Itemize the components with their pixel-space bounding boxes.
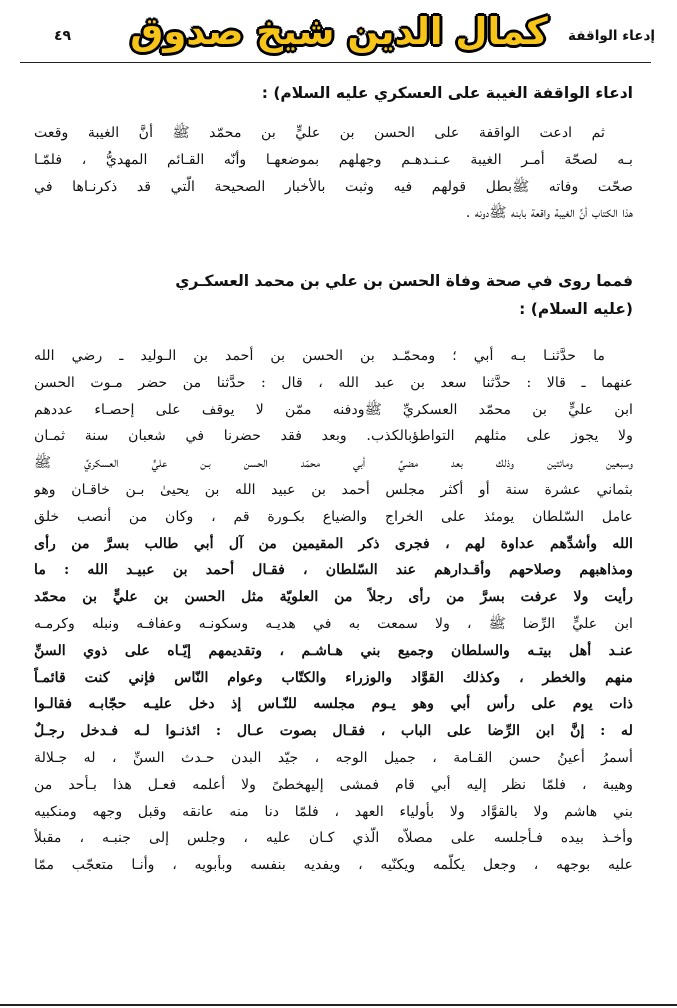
text-line: وأخـذ بيده فـأجلسه على مصلاّه الّذي كـان عليه ، وجلس إلى جنبـه ، مقبلاً (34, 830, 633, 847)
text-line: بني هاشم ولا بالقوَّاد ولا بأولياء العهد ، فلمّا دنا منه عانقه وقبل وجهه ومنكبيه (34, 803, 633, 820)
text-line: صحّت وفاته ﷺبطل قولهم فيه وثبت بالأخبار الصحيحة الّتي قد ذكرنـاها في (34, 178, 633, 195)
text-line: ذات يوم على رأس أبي وهو يـوم مجلسه للنّـاس إذ دخل عليـه حجّابـه فقالـوا (34, 696, 633, 713)
header-rule (20, 62, 651, 63)
text-line: عليه بوجهه ، وجعل يكلّمه ويكنّيه ، ويفديه بنفسه وبأبويه ، وأنـا متعجّب ممّا (34, 857, 633, 874)
text-line: ما حدَّثنـا بـه أبي ؛ ومحمّـد بن الحسن بن أحمد بن الـوليد ـ رضي الله (34, 348, 605, 364)
text-line: رأيت ولا عرفت بسرَّ من رأى رجلاً من العلويّة مثل الحسن بن عليٍّ بن محمّد (34, 589, 633, 606)
text-line: منهم والخطر ، وكذلك القوَّاد والوزراء والكتّاب وعوام النّاس فإني كنت قائمـاً (34, 669, 633, 686)
text-line: ابن عليٍّ الرِّضا ﷺ ، ولا سمعت به في هديـه وسكونـه وعفافـه ونبله وكرمـه (34, 615, 633, 632)
heading-line: (عليه السلام) : (519, 300, 633, 318)
text-line: بثماني عشرة سنة أو أكثر مجلس أحمد بن عبيد الله بن يحيىٰ بـن خاقـان وهو (34, 481, 633, 498)
watermark-title: كمال الدين شيخ صدوق (130, 10, 548, 53)
paragraph-2 (34, 343, 633, 879)
text-line: عنـد أهل بيتـه والسلطان وجميع بني هـاشـم ، وتقديمهم إيّـاه على ذوي السنِّ (34, 642, 633, 659)
heading-line: فمما روى في صحة وفاة الحسن بن علي بن محمد العسكـري (175, 272, 633, 290)
page-header (14, 10, 655, 66)
text-line: أسمرُ أعينُ حسن القـامة ، جميل الوجه ، جيّد البدن حـدث السنِّ ، له جـلالة (34, 749, 633, 766)
running-title: إدعاء الواقفة (568, 28, 655, 44)
text-line: ثم ادعت الواقفة على الحسن بن عليٍّ بن محمّد ﷺ أنَّ الغيبة وقعت (34, 125, 605, 141)
text-line: الله وأشدِّهم عداوة لهم ، فجرى ذكر المقيمين من آل أبي طالب بسرَّ من رأى (34, 535, 633, 552)
page-number: ٤٩ (54, 28, 72, 44)
bottom-border (0, 1004, 677, 1006)
text-line: ومذاهبهم وصلاحهم وأقـدارهم عند السّلطان ، فقـال أحمد بن عبيـد الله : ما (34, 562, 633, 579)
paragraph-1 (34, 120, 633, 227)
text-line: بـه لصحّة أمـر الغيبة عـنـدهـم وجهلهم بموضعهـا وأنّه القـائم المهديُّ ، فلمّـا (34, 151, 633, 168)
text-line: عامل السّلطان يومئذ على الخراج والضياع بكـورة قم ، وكان من أنصب خلق (34, 508, 633, 525)
text-line: وهيبة ، فلمّا نظر إليه أبي قام فمشى إليهخطىً ولا أعلمه فعـل هذا بـأحد من (34, 776, 633, 793)
text-line: له : إنَّ ابن الرِّضا على الباب ، فقـال بصوت عـال : ائذنـوا لـه فـدخل رجـلٌ (34, 723, 633, 740)
text-line: عنهما ـ قالا : حدَّثنا سعد بن عبد الله ، قال : حدَّثنا من حضر مـوت الحسن (34, 374, 633, 391)
text-line: ولا يجوز على مثلهم التواطؤبالكذب. وبعد فقد حضرنا في شعبان سنة ثمـان (34, 428, 633, 445)
text-line: ابن عليٍّ بن محمّد العسكريِّ ﷺودفنه ممّن لا يوقف على إحصـاء عددهم (34, 401, 633, 418)
section-heading-2 (40, 270, 633, 320)
text-line: وسبعين ومائتين وذلك بعد مضيِّ أبي محمّد الحسن بـن عليٍّ العسكريِّ ﷺ (34, 455, 633, 472)
text-line: هذا الكتاب أنَّ الغيبة واقعة بابنه ﷺدونه . (465, 205, 633, 222)
section-heading-1: ادعاء الواقفة الغيبة على العسكري عليه السلام) : (261, 84, 633, 102)
